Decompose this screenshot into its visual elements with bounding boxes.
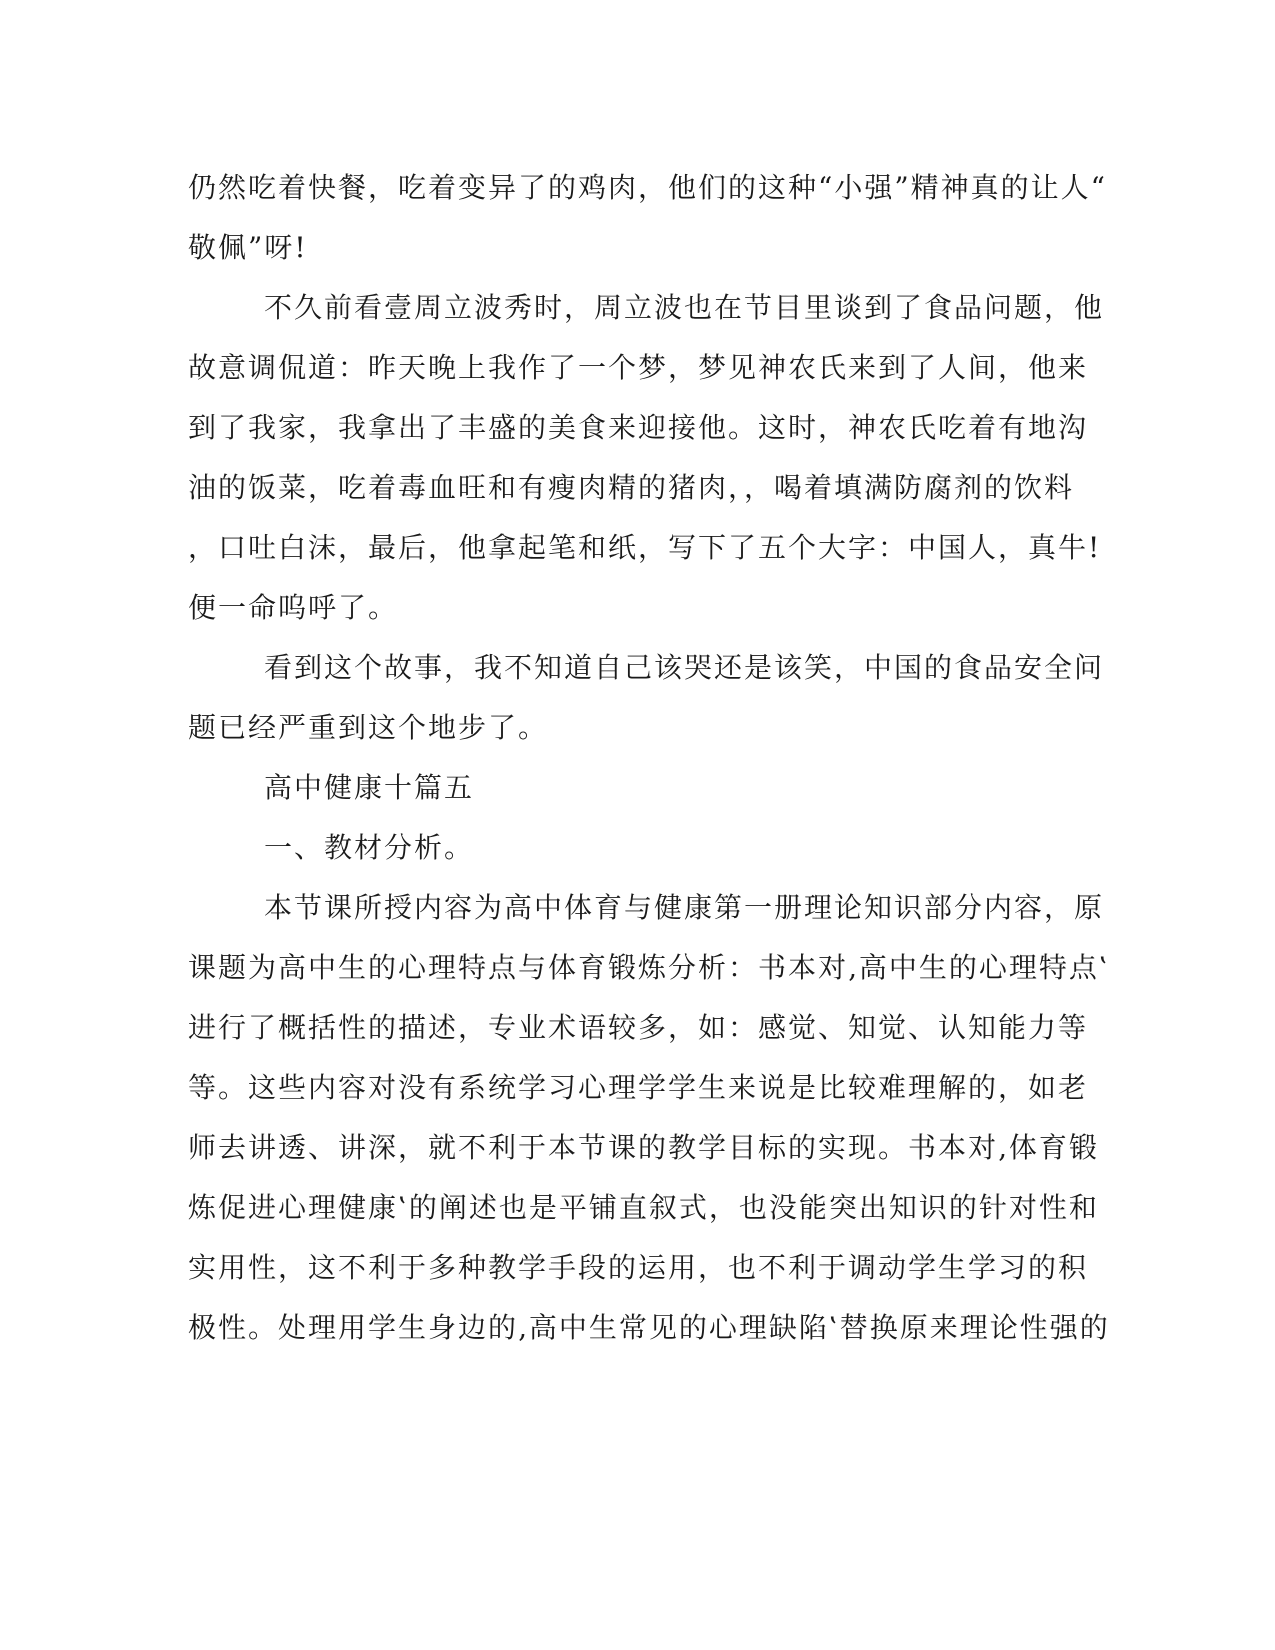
- text-line: ，口吐白沫，最后，他拿起笔和纸，写下了五个大字：中国人，真牛!: [188, 531, 1102, 564]
- text-line: 进行了概括性的描述，专业术语较多，如：感觉、知觉、认知能力等: [188, 1011, 1089, 1044]
- text-line: 不久前看壹周立波秀时，周立波也在节目里谈到了食品问题，他: [264, 291, 1105, 324]
- text-line: 等。这些内容对没有系统学习心理学学生来说是比较难理解的，如老: [188, 1071, 1089, 1104]
- text-line: 题已经严重到这个地步了。: [188, 711, 549, 744]
- text-line: 课题为高中生的心理特点与体育锻炼分析：书本对‚高中生的心理特点‛: [188, 951, 1110, 984]
- subsection-heading: 一、教材分析。: [264, 831, 475, 864]
- text-line: 师去讲透、讲深，就不利于本节课的教学目标的实现。书本对‚体育锻: [188, 1131, 1099, 1164]
- text-line: 炼促进心理健康‛的阐述也是平铺直叙式，也没能突出知识的针对性和: [188, 1191, 1099, 1224]
- text-line: 便一命呜呼了。: [188, 591, 399, 624]
- text-line: 实用性，这不利于多种教学手段的运用，也不利于调动学生学习的积: [188, 1251, 1089, 1284]
- text-line: 仍然吃着快餐，吃着变异了的鸡肉，他们的这种“小强”精神真的让人“: [188, 171, 1107, 204]
- text-line: 油的饭菜，吃着毒血旺和有瘦肉精的猪肉，，喝着填满防腐剂的饮料: [188, 471, 1075, 504]
- text-line: 故意调侃道：昨天晚上我作了一个梦，梦见神农氏来到了人间，他来: [188, 351, 1089, 384]
- text-line: 敬佩”呀!: [188, 231, 308, 264]
- document-body: [188, 158, 1110, 1358]
- text-line: 看到这个故事，我不知道自己该哭还是该笑，中国的食品安全问: [264, 651, 1105, 684]
- text-line: 本节课所授内容为高中体育与健康第一册理论知识部分内容，原: [264, 891, 1105, 924]
- section-heading: 高中健康十篇五: [264, 771, 475, 804]
- text-line: 到了我家，我拿出了丰盛的美食来迎接他。这时，神农氏吃着有地沟: [188, 411, 1089, 444]
- text-line: 极性。处理用学生身边的‚高中生常见的心理缺陷‛替换原来理论性强的: [188, 1311, 1110, 1344]
